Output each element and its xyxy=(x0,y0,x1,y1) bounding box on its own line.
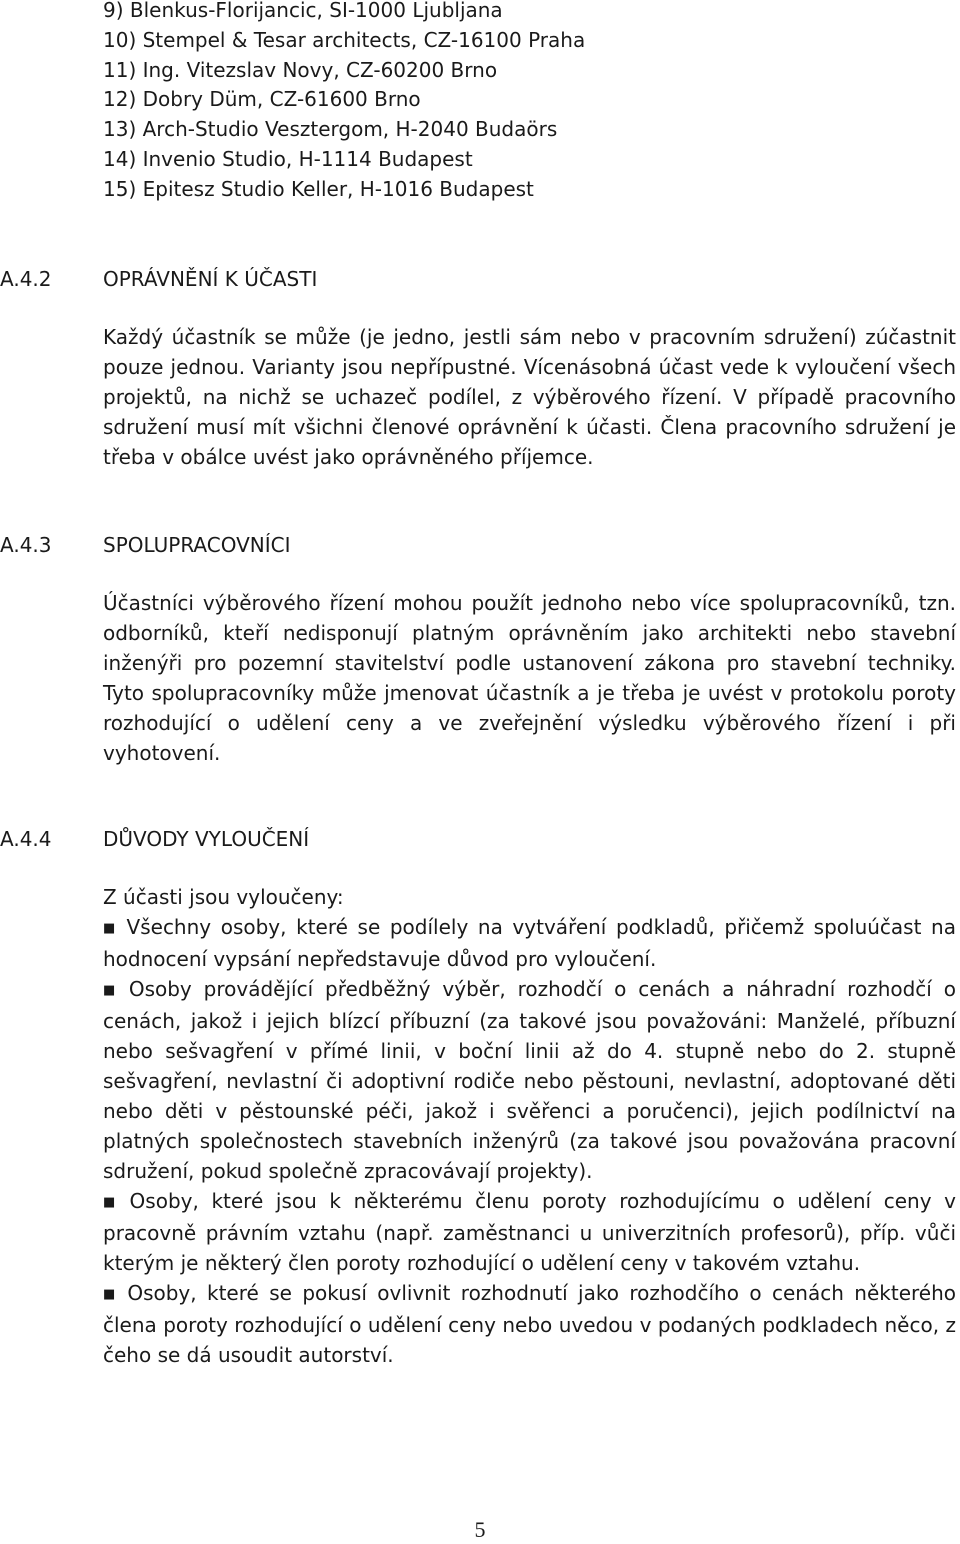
list-item: 10) Stempel & Tesar architects, CZ-16100 Praha xyxy=(103,27,586,52)
address-list xyxy=(103,0,863,205)
bullet-text: Osoby provádějící předběžný výběr, rozhodčí o cenách a náhradní rozhodčí o cenách, jakož i jejich blízcí příbuzní (za takové jsou považováni: Manželé, příbuzní nebo sešvagření v přímé linii, v boční linii až do 4. stupně nebo do 2. stupně sešvagření, nevlastní či adoptivní rodiče nebo pěstouni, nevlastní, adoptované děti nebo děti v pěstounské péči, jakož i svěřenci a poručenci), jejich podílnictví na platných společnostech stavebních inženýrů (za takové jsou považována pracovní sdružení, pokud společně zpracovávají projekty). xyxy=(103,977,956,1183)
section-number-a44: A.4.4 xyxy=(0,827,52,851)
list-item xyxy=(103,912,956,974)
bullet-text: Osoby, které jsou k některému členu poroty rozhodujícímu o udělení ceny v pracovně právním vztahu (např. zaměstnanci u univerzitních profesorů), příp. vůči kterým je některý člen poroty rozhodující o udělení ceny v takovém vztahu. xyxy=(103,1189,956,1275)
list-item: 11) Ing. Vitezslav Novy, CZ-60200 Brno xyxy=(103,57,498,82)
list-item xyxy=(103,1186,956,1278)
list-item xyxy=(103,974,956,1186)
bullet-text: Osoby, které se pokusí ovlivnit rozhodnutí jako rozhodčího o cenách některého člena poroty rozhodující o udělení ceny nebo uvedou v podaných podkladech něco, z čeho se dá usoudit autorství. xyxy=(103,1281,956,1367)
bullet-square-icon: ■ xyxy=(103,1195,122,1210)
bullet-square-icon: ■ xyxy=(103,921,119,936)
section-title-collaborators: SPOLUPRACOVNÍCI xyxy=(103,533,291,557)
section-title-eligibility: OPRÁVNĚNÍ K ÚČASTI xyxy=(103,267,318,291)
list-item: 14) Invenio Studio, H-1114 Budapest xyxy=(103,146,473,171)
list-item: 13) Arch-Studio Vesztergom, H-2040 Budaörs xyxy=(103,117,558,142)
list-item: 9) Blenkus-Florijancic, SI-1000 Ljubljana xyxy=(103,0,503,22)
section-body-collaborators: Účastníci výběrového řízení mohou použít jednoho nebo více spolupracovníků, tzn. odborníků, kteří nedisponují platným oprávněním jako architekti nebo stavební inženýři pro pozemní stavitelství podle ustanovení zákona pro stavební techniky. Tyto spolupracovníky může jmenovat účastník a je třeba je uvést v protokolu poroty rozhodující o udělení ceny a ve zveřejnění výsledku výběrového řízení i při vyhotovení. xyxy=(103,591,956,765)
list-item: 15) Epitesz Studio Keller, H-1016 Budapest xyxy=(103,176,534,201)
bullet-square-icon: ■ xyxy=(103,983,121,998)
bullet-square-icon: ■ xyxy=(103,1287,120,1302)
section-number-a42: A.4.2 xyxy=(0,267,52,291)
list-item xyxy=(103,1278,956,1370)
page-number: 5 xyxy=(474,1517,486,1542)
section-body-eligibility: Každý účastník se může (je jedno, jestli sám nebo v pracovním sdružení) zúčastnit pouze jednou. Varianty jsou nepřípustné. Vícenásobná účast vede k vyloučení všech projektů, na nichž se uchazeč podílel, z výběrového řízení. V případě pracovního sdružení musí mít všichni členové oprávnění k účasti. Člena pracovního sdružení je třeba v obálce uvést jako oprávněného příjemce. xyxy=(103,325,956,469)
exclusion-intro: Z účasti jsou vyloučeny: xyxy=(103,885,344,909)
exclusion-block xyxy=(103,882,956,1370)
bullet-text: Všechny osoby, které se podílely na vytváření podkladů, přičemž spoluúčast na hodnocení vypsání nepředstavuje důvod pro vyloučení. xyxy=(103,915,956,971)
section-number-a43: A.4.3 xyxy=(0,533,52,557)
list-item: 12) Dobry Düm, CZ-61600 Brno xyxy=(103,87,421,112)
section-title-exclusion: DŮVODY VYLOUČENÍ xyxy=(103,827,310,851)
